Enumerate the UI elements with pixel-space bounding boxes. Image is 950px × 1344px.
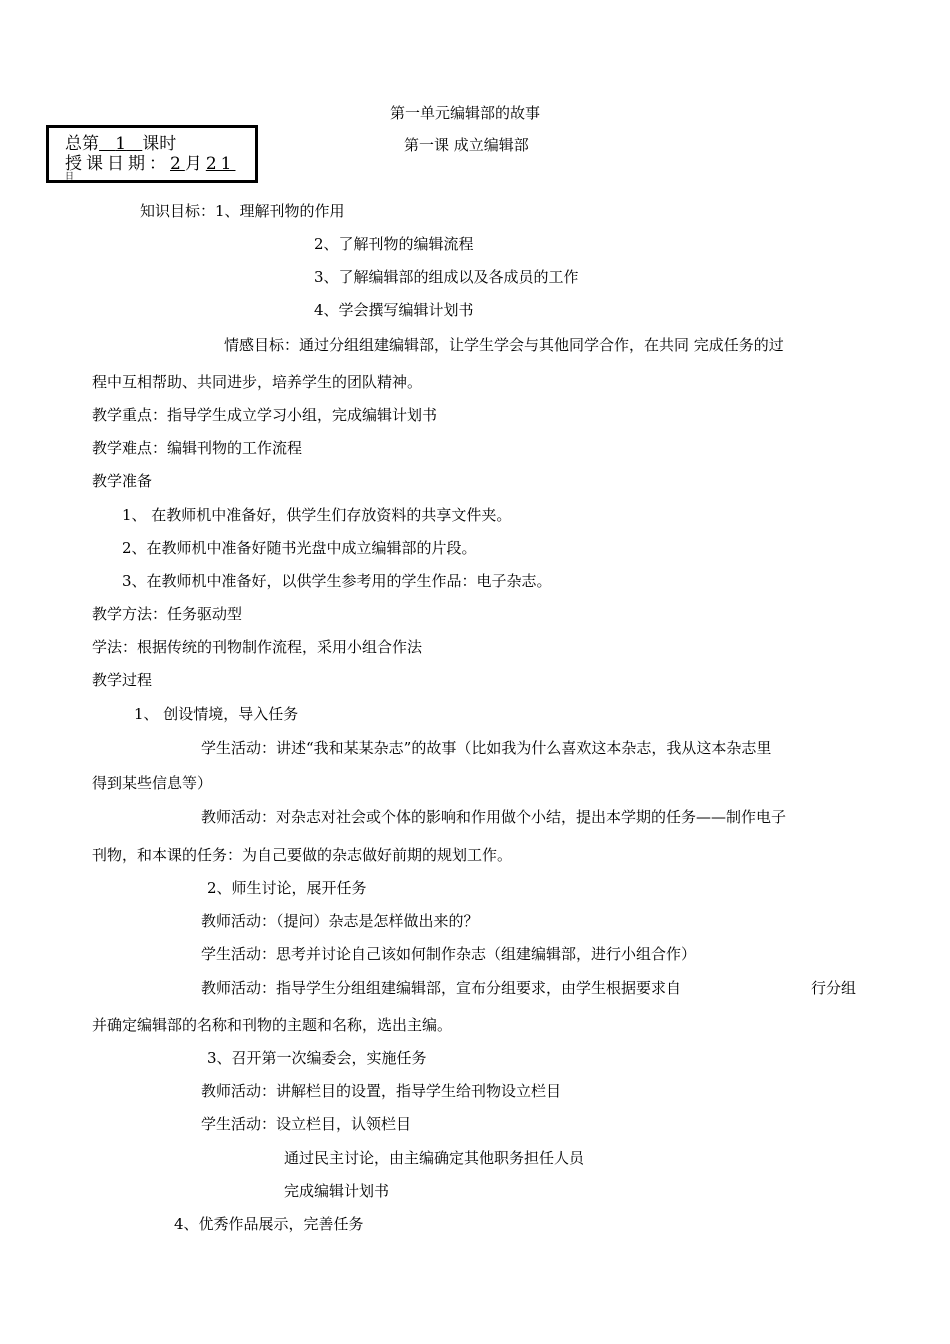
lesson-info-box: [46, 125, 258, 183]
teaching-method: 教学方法：任务驱动型: [92, 605, 243, 623]
date-day: 21: [205, 154, 236, 174]
lesson-date-line: [65, 156, 235, 173]
emotion-goal-line-2: 程中互相帮助、共同进步，培养学生的团队精神。: [92, 373, 423, 391]
day-label: 日: [65, 172, 75, 182]
lesson-count-prefix: 总第: [65, 134, 99, 154]
step-2-teacher-2-line-2: 并确定编辑部的名称和刊物的主题和名称，选出主编。: [92, 1016, 453, 1034]
step-2-student: 学生活动：思考并讨论自己该如何制作杂志（组建编辑部，进行小组合作）: [201, 945, 697, 963]
step-2-teacher-2-line-1: 教师活动：指导学生分组组建编辑部，宣布分组要求，由学生根据要求自: [201, 979, 682, 997]
step-2-teacher-1: 教师活动：（提问）杂志是怎样做出来的？: [201, 912, 479, 930]
date-label: 授课日期：: [65, 154, 170, 174]
knowledge-goal-3: 3、了解编辑部的组成以及各成员的工作: [314, 268, 579, 286]
knowledge-goal-4: 4、学会撰写编辑计划书: [314, 301, 474, 319]
prep-item-1: 1、 在教师机中准备好，供学生们存放资料的共享文件夹。: [122, 506, 512, 524]
emotion-goal-line-1: 情感目标：通过分组组建编辑部，让学生学会与其他同学合作，在共同 完成任务的过: [224, 336, 784, 354]
step-3-sub-2: 完成编辑计划书: [284, 1182, 390, 1200]
date-month: 2: [170, 154, 185, 174]
step-3-title: 3、召开第一次编委会，实施任务: [207, 1049, 427, 1067]
knowledge-goal-1: 知识目标：1、理解刊物的作用: [140, 202, 345, 220]
step-1-teacher-line-2: 刊物，和本课的任务：为自己要做的杂志做好前期的规划工作。: [92, 846, 513, 864]
step-3-sub-1: 通过民主讨论，由主编确定其他职务担任人员: [284, 1149, 585, 1167]
step-1-student-line-2: 得到某些信息等）: [92, 774, 213, 792]
lesson-title: 第一课 成立编辑部: [404, 136, 529, 154]
key-point: 教学重点：指导学生成立学习小组，完成编辑计划书: [92, 406, 438, 424]
knowledge-goal-2: 2、了解刊物的编辑流程: [314, 235, 474, 253]
step-2-title: 2、师生讨论，展开任务: [207, 879, 367, 897]
process-heading: 教学过程: [92, 671, 153, 689]
step-1-teacher-line-1: 教师活动：对杂志对社会或个体的影响和作用做个小结，提出本学期的任务——制作电子: [201, 808, 787, 826]
month-label: 月: [184, 154, 206, 174]
prep-item-2: 2、在教师机中准备好随书光盘中成立编辑部的片段。: [122, 539, 477, 557]
step-1-student-line-1: 学生活动：讲述“我和某某杂志”的故事（比如我为什么喜欢这本杂志，我从这本杂志里: [201, 739, 772, 757]
step-2-teacher-2-tail: 行分组: [811, 979, 857, 997]
prep-item-3: 3、在教师机中准备好，以供学生参考用的学生作品：电子杂志。: [122, 572, 552, 590]
prep-heading: 教学准备: [92, 472, 153, 490]
step-3-teacher: 教师活动：讲解栏目的设置，指导学生给刊物设立栏目: [201, 1082, 562, 1100]
difficulty: 教学难点：编辑刊物的工作流程: [92, 439, 303, 457]
lesson-count-line: [65, 136, 176, 153]
lesson-count-suffix: 课时: [142, 134, 177, 154]
study-method: 学法：根据传统的刊物制作流程，采用小组合作法: [92, 638, 423, 656]
step-1-title: 1、 创设情境，导入任务: [134, 705, 299, 723]
lesson-number: 1: [115, 134, 127, 154]
step-3-student: 学生活动：设立栏目，认领栏目: [201, 1115, 412, 1133]
step-4-title: 4、优秀作品展示，完善任务: [174, 1215, 364, 1233]
unit-title: 第一单元编辑部的故事: [390, 104, 541, 122]
